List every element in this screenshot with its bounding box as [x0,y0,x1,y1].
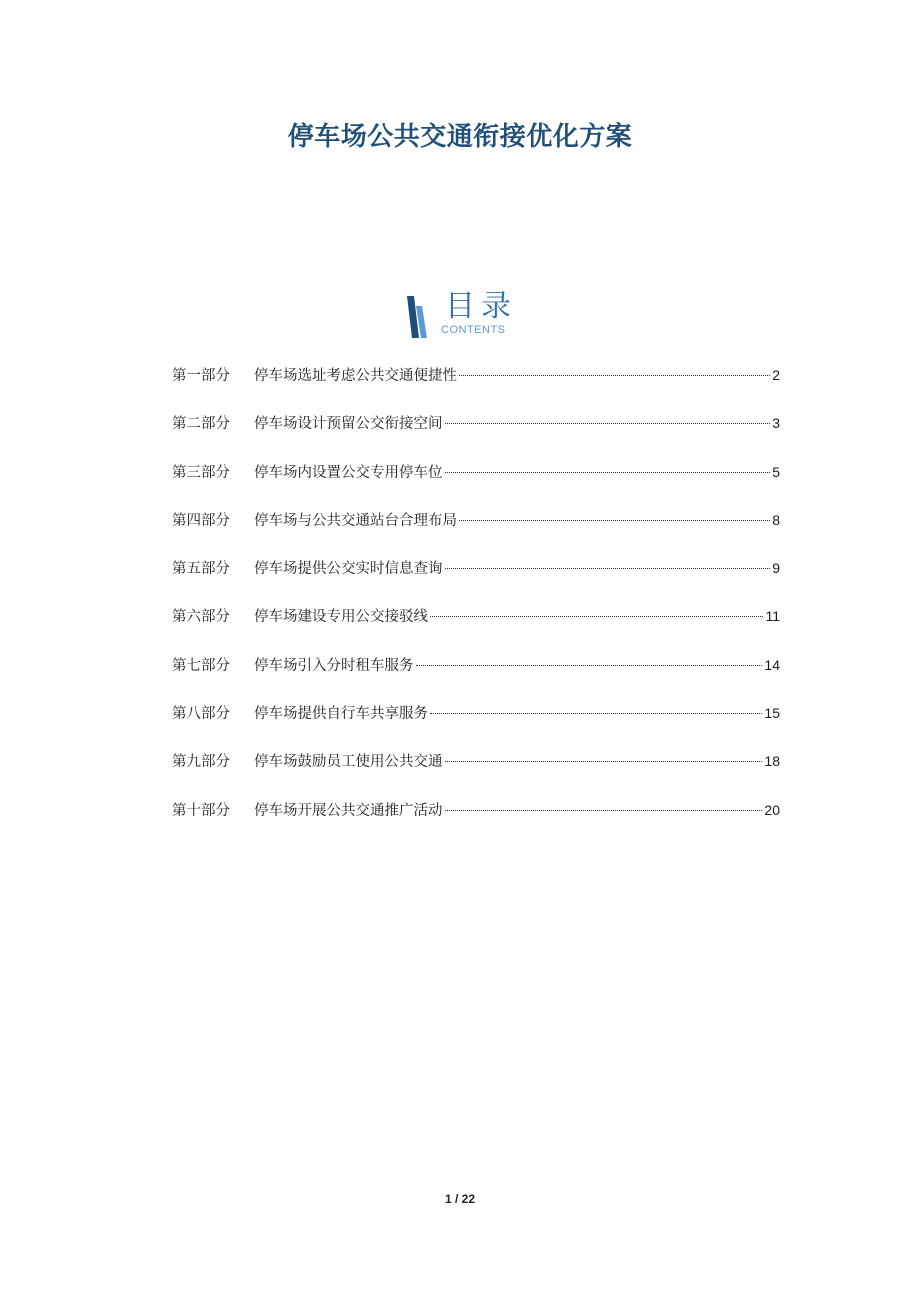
toc-leader-dots [445,568,771,569]
table-of-contents [172,364,780,847]
toc-entry-title: 停车场提供自行车共享服务 [254,706,428,723]
toc-part-label: 第三部分 [172,464,230,481]
toc-entry-title: 停车场与公共交通站台合理布局 [254,512,457,529]
toc-entry[interactable] [172,509,780,557]
toc-leader-dots [459,375,770,376]
toc-part-label: 第十部分 [172,802,230,819]
toc-entry[interactable] [172,605,780,653]
toc-entry-title: 停车场设计预留公交衔接空间 [254,416,443,433]
toc-leader-dots [430,713,762,714]
toc-part-label: 第九部分 [172,754,230,771]
toc-entry[interactable] [172,654,780,702]
toc-entry-title: 停车场鼓励员工使用公共交通 [254,754,443,771]
toc-page-number: 20 [764,801,780,818]
toc-entry-title: 停车场开展公共交通推广活动 [254,802,443,819]
toc-page-number: 5 [772,463,780,480]
blue-slanted-bars-icon [405,296,431,338]
toc-page-number: 3 [772,415,780,432]
toc-page-number: 9 [772,560,780,577]
toc-entry-title: 停车场内设置公交专用停车位 [254,464,443,481]
toc-part-label: 第四部分 [172,512,230,529]
toc-part-label: 第一部分 [172,368,230,384]
toc-entry[interactable] [172,799,780,847]
toc-entry[interactable] [172,461,780,509]
toc-leader-dots [416,665,763,666]
toc-part-label: 第五部分 [172,561,230,578]
toc-entry-title: 停车场建设专用公交接驳线 [254,609,428,626]
toc-leader-dots [430,616,763,617]
toc-heading-subtitle: CONTENTS [441,324,506,336]
toc-leader-dots [445,761,763,762]
toc-entry[interactable] [172,702,780,750]
document-title: 停车场公共交通衔接优化方案 [287,122,633,152]
toc-entry-title: 停车场提供公交实时信息查询 [254,561,443,578]
toc-part-label: 第二部分 [172,416,230,433]
toc-part-label: 第六部分 [172,609,230,626]
toc-entry[interactable] [172,412,780,460]
toc-leader-dots [445,810,763,811]
toc-entry-title: 停车场选址考虑公共交通便捷性 [254,368,457,384]
toc-part-label: 第八部分 [172,706,230,723]
toc-leader-dots [445,472,771,473]
toc-page-number: 8 [772,511,780,528]
toc-entry[interactable] [172,557,780,605]
toc-entry[interactable] [172,364,780,412]
toc-entry[interactable] [172,750,780,798]
toc-heading [405,290,535,342]
toc-page-number: 11 [765,608,780,625]
toc-page-number: 14 [764,656,780,673]
toc-heading-title: 目录 [445,289,517,324]
toc-page-number: 15 [764,705,780,722]
toc-entry-title: 停车场引入分时租车服务 [254,657,414,674]
toc-leader-dots [459,520,770,521]
toc-page-number: 2 [772,367,780,383]
toc-part-label: 第七部分 [172,657,230,674]
toc-leader-dots [445,423,771,424]
page-indicator: 1 / 22 [444,1192,476,1206]
toc-page-number: 18 [764,753,780,770]
